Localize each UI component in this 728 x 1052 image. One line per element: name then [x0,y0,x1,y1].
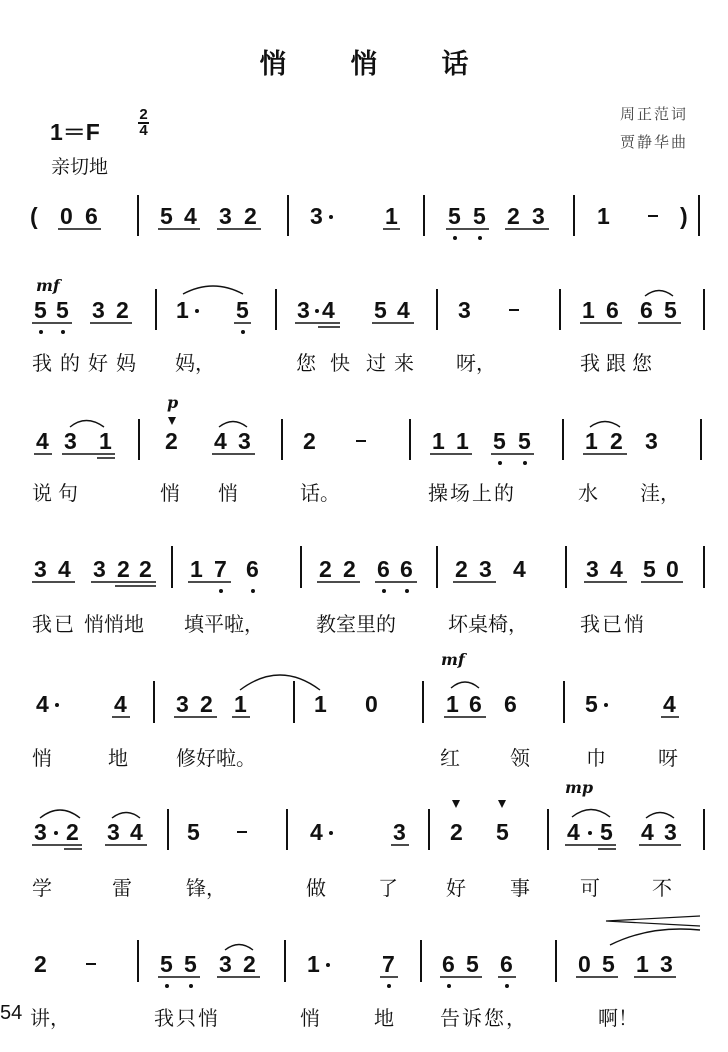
score-line-5 [36,650,679,723]
svg-text:2: 2 [343,556,356,582]
lyric-syllable: 悄 [218,481,238,505]
svg-text:2: 2 [450,819,463,845]
lyric-syllable: 红 [440,746,460,770]
svg-text:1: 1 [176,297,189,323]
svg-text:2: 2 [319,556,332,582]
svg-text:5: 5 [473,203,486,229]
svg-text:3: 3 [310,203,323,229]
svg-text:6: 6 [500,951,513,977]
svg-text:3: 3 [93,556,106,582]
dynamic-mf-2: mf [441,650,465,669]
score-line-6 [32,778,704,850]
svg-text:5: 5 [160,203,173,229]
svg-text:1: 1 [597,203,610,229]
svg-text:1: 1 [307,951,320,977]
svg-text:5: 5 [466,951,479,977]
song-title: 悄悄话 [259,49,533,80]
svg-text:3: 3 [458,297,471,323]
lyric-syllable: 可 [580,876,600,900]
lyric-syllable: 我只悄 [154,1006,220,1030]
svg-text:5: 5 [56,297,69,323]
svg-text:3: 3 [664,819,677,845]
svg-text:3: 3 [645,428,658,454]
lyric-syllable: 了 [378,876,398,900]
svg-text:7: 7 [214,556,227,582]
composer-credit: 贾静华曲 [619,133,688,151]
lyric-syllable: 雷 [112,876,132,900]
svg-text:5: 5 [236,297,249,323]
lyric-syllable: 修好啦。 [176,746,256,770]
lyric-syllable: 事 [510,876,530,900]
page-number: 54 [0,1002,23,1024]
lyric-syllable: 啊！ [598,1006,638,1030]
svg-text:3: 3 [34,556,47,582]
svg-text:0: 0 [365,691,378,717]
svg-text:6: 6 [606,297,619,323]
lyric-syllable: 领 [510,746,530,770]
svg-text:4: 4 [58,556,71,582]
lyric-syllable: 地 [108,746,128,770]
svg-text:4: 4 [36,691,49,717]
svg-text:0: 0 [60,203,73,229]
svg-text:2: 2 [507,203,520,229]
lyric-syllable: 教室里的 [316,612,396,636]
svg-text:5: 5 [184,951,197,977]
svg-text:3: 3 [297,297,310,323]
svg-text:5: 5 [600,819,613,845]
svg-text:2: 2 [139,556,152,582]
score-line-2 [32,276,704,334]
lyric-syllable: 悄 [32,746,52,770]
svg-text:5: 5 [664,297,677,323]
svg-text:3: 3 [107,819,120,845]
svg-text:4: 4 [114,691,127,717]
score-line-3 [34,393,701,465]
lyric-syllable: 我的好妈 [32,351,144,375]
svg-text:3: 3 [532,203,545,229]
svg-text:4: 4 [567,819,580,845]
svg-text:4: 4 [397,297,410,323]
svg-text:5: 5 [34,297,47,323]
svg-text:5: 5 [187,819,200,845]
svg-text:2: 2 [243,951,256,977]
svg-text:4: 4 [36,428,49,454]
dynamic-mp: mp [565,778,594,797]
svg-text:3: 3 [176,691,189,717]
svg-text:1: 1 [190,556,203,582]
svg-text:1: 1 [99,428,112,454]
svg-text:5: 5 [643,556,656,582]
svg-text:2: 2 [303,428,316,454]
lyric-syllable: 巾 [586,746,606,770]
svg-text:): ) [680,203,688,229]
svg-text:4: 4 [310,819,323,845]
svg-text:3: 3 [660,951,673,977]
score-line-1 [30,195,699,240]
lyric-syllable: 学 [32,876,52,900]
lyric-syllable: 填平啦， [184,612,264,636]
lyric-syllable: 我跟您 [580,351,658,375]
svg-text:4: 4 [322,297,335,323]
lyric-syllable: 讲， [30,1006,70,1030]
svg-text:2: 2 [116,297,129,323]
lyric-syllable: 水 [578,481,598,505]
svg-text:2: 2 [165,428,178,454]
key-signature: 1＝F [50,119,100,145]
svg-text:3: 3 [238,428,251,454]
svg-text:1: 1 [314,691,327,717]
svg-text:4: 4 [513,556,526,582]
svg-text:1: 1 [432,428,445,454]
lyric-syllable: 我已 [32,612,76,636]
svg-text:5: 5 [160,951,173,977]
svg-text:0: 0 [578,951,591,977]
lyric-syllable: 悄 [160,481,180,505]
svg-text:6: 6 [377,556,390,582]
dynamic-p: p [167,393,179,412]
lyric-syllable: 地 [374,1006,394,1030]
svg-text:1: 1 [385,203,398,229]
lyric-syllable: 说句 [32,481,84,505]
svg-text:3: 3 [92,297,105,323]
svg-text:3: 3 [219,951,232,977]
lyric-syllable: 悄 [300,1006,320,1030]
lyric-syllable: 过来 [366,351,422,375]
svg-text:4: 4 [610,556,623,582]
svg-text:6: 6 [504,691,517,717]
svg-text:4: 4 [663,691,676,717]
svg-text:6: 6 [640,297,653,323]
lyric-syllable: 话。 [300,481,340,505]
svg-text:1: 1 [234,691,247,717]
svg-text:3: 3 [586,556,599,582]
svg-text:6: 6 [469,691,482,717]
svg-text:6: 6 [400,556,413,582]
lyric-syllable: 锋， [186,876,226,900]
lyric-syllable: 快 [330,351,350,375]
score-line-7 [34,916,700,988]
time-signature-top: 2 [139,106,148,123]
svg-text:2: 2 [244,203,257,229]
svg-text:3: 3 [64,428,77,454]
svg-text:2: 2 [34,951,47,977]
svg-text:5: 5 [602,951,615,977]
lyric-syllable: 您 [296,351,316,375]
svg-text:2: 2 [200,691,213,717]
svg-text:5: 5 [496,819,509,845]
svg-text:6: 6 [442,951,455,977]
svg-text:6: 6 [85,203,98,229]
svg-text:1: 1 [446,691,459,717]
dynamic-mf: mf [36,276,60,295]
svg-text:3: 3 [393,819,406,845]
lyric-syllable: 做 [306,876,326,900]
svg-text:7: 7 [382,951,395,977]
svg-text:6: 6 [246,556,259,582]
lyric-syllable: 洼， [640,481,680,505]
lyric-syllable: 妈， [175,351,215,375]
svg-text:1: 1 [585,428,598,454]
svg-text:5: 5 [518,428,531,454]
lyric-syllable: 操场上的 [428,481,516,505]
lyric-syllable: 好 [446,876,466,900]
svg-text:5: 5 [374,297,387,323]
svg-text:2: 2 [610,428,623,454]
svg-text:5: 5 [448,203,461,229]
svg-text:(: ( [30,203,38,229]
svg-text:1: 1 [636,951,649,977]
svg-text:1: 1 [582,297,595,323]
svg-text:2: 2 [66,819,79,845]
lyric-syllable: 悄悄地 [84,612,144,636]
svg-text:1: 1 [456,428,469,454]
lyric-syllable: 呀， [456,351,496,375]
lyric-syllable: 坏桌椅， [448,612,528,636]
svg-text:0: 0 [666,556,679,582]
tempo-marking: 亲切地 [51,156,109,178]
svg-text:3: 3 [219,203,232,229]
svg-text:3: 3 [479,556,492,582]
lyricist-credit: 周正范词 [619,105,688,123]
svg-text:2: 2 [117,556,130,582]
svg-text:4: 4 [184,203,197,229]
lyric-syllable: 告诉您， [440,1006,528,1030]
svg-text:4: 4 [130,819,143,845]
svg-text:2: 2 [455,556,468,582]
svg-text:5: 5 [585,691,598,717]
lyric-syllable: 不 [652,876,672,900]
svg-text:4: 4 [214,428,227,454]
score-line-4 [32,546,704,593]
svg-text:4: 4 [641,819,654,845]
svg-text:3: 3 [34,819,47,845]
time-signature-bottom: 4 [139,122,148,139]
lyric-syllable: 我已悄 [580,612,646,636]
svg-text:5: 5 [493,428,506,454]
lyric-syllable: 呀 [658,746,678,770]
